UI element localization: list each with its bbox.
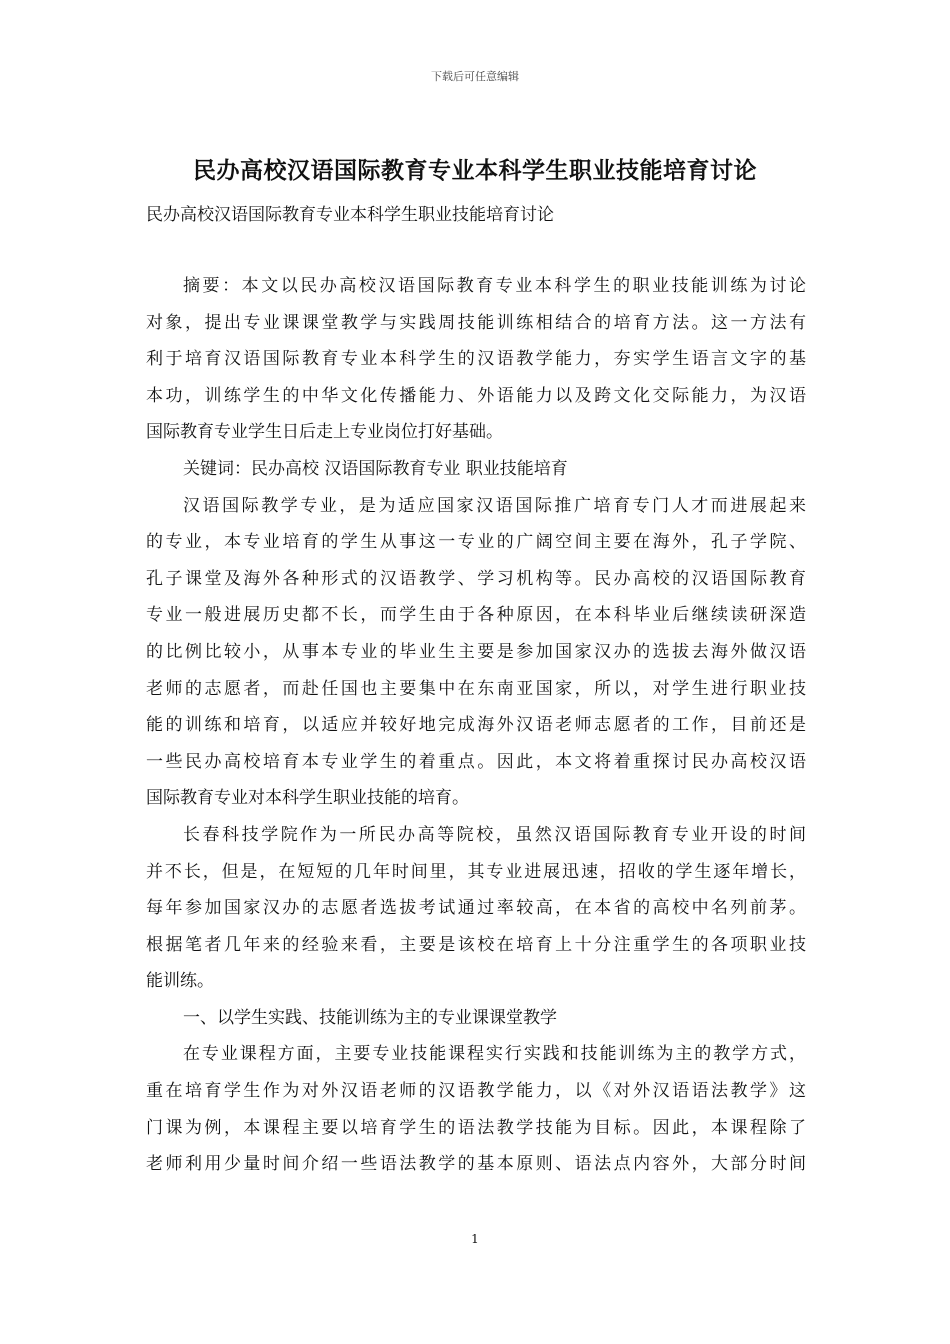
paragraph-line: 门课为例，本课程主要以培育学生的语法教学技能为目标。因此，本课程除了 [146, 1117, 806, 1138]
paragraph-line: 长春科技学院作为一所民办高等院校，虽然汉语国际教育专业开设的时间 [183, 824, 806, 845]
abstract-line: 利于培育汉语国际教育专业本科学生的汉语教学能力，夯实学生语言文字的基 [146, 349, 806, 370]
abstract-line: 对象，提出专业课课堂教学与实践周技能训练相结合的培育方法。这一方法有 [146, 312, 806, 333]
paragraph-line: 根据笔者几年来的经验来看，主要是该校在培育上十分注重学生的各项职业技 [146, 934, 806, 955]
document-title: 民办高校汉语国际教育专业本科学生职业技能培育讨论 [193, 157, 757, 184]
paragraph-line: 每年参加国家汉办的志愿者选拔考试通过率较高，在本省的高校中名列前茅。 [146, 898, 806, 919]
paragraph-line: 并不长，但是，在短短的几年时间里，其专业进展迅速，招收的学生逐年增长， [146, 861, 806, 882]
paragraph-line: 能的训练和培育，以适应并较好地完成海外汉语老师志愿者的工作，目前还是 [146, 715, 806, 736]
paragraph-line: 一些民办高校培育本专业学生的着重点。因此，本文将着重探讨民办高校汉语 [146, 751, 806, 772]
paragraph-line: 国际教育专业对本科学生职业技能的培育。 [146, 788, 469, 809]
document-body [146, 268, 806, 1183]
paragraph-line: 老师的志愿者，而赴任国也主要集中在东南亚国家，所以，对学生进行职业技 [146, 678, 806, 699]
paragraph-line: 在专业课程方面，主要专业技能课程实行实践和技能训练为主的教学方式， [183, 1044, 806, 1065]
abstract-paragraph [146, 268, 806, 451]
paragraph-line: 专业一般进展历史都不长，而学生由于各种原因，在本科毕业后继续读研深造 [146, 605, 806, 626]
header-note: 下载后可任意编辑 [431, 70, 519, 83]
abstract-line: 国际教育专业学生日后走上专业岗位打好基础。 [146, 422, 503, 443]
abstract-line: 摘要：本文以民办高校汉语国际教育专业本科学生的职业技能训练为讨论 [183, 276, 806, 296]
abstract-line: 本功，训练学生的中华文化传播能力、外语能力以及跨文化交际能力，为汉语 [146, 385, 806, 406]
body-paragraph-1 [146, 488, 806, 817]
paragraph-line: 重在培育学生作为对外汉语老师的汉语教学能力，以《对外汉语语法教学》这 [146, 1081, 806, 1102]
paragraph-line: 老师利用少量时间介绍一些语法教学的基本原则、语法点内容外，大部分时间 [146, 1154, 806, 1175]
body-paragraph-3 [146, 1036, 806, 1182]
paragraph-line: 汉语国际教学专业，是为适应国家汉语国际推广培育专门人才而进展起来 [183, 495, 806, 516]
paragraph-line: 的专业，本专业培育的学生从事这一专业的广阔空间主要在海外，孔子学院、 [146, 532, 806, 553]
page-number: 1 [471, 1232, 479, 1246]
body-paragraph-2 [146, 817, 806, 1000]
paragraph-line: 孔子课堂及海外各种形式的汉语教学、学习机构等。民办高校的汉语国际教育 [146, 568, 806, 589]
section-heading: 一、以学生实践、技能训练为主的专业课课堂教学 [183, 1007, 557, 1028]
keywords-line: 关键词：民办高校 汉语国际教育专业 职业技能培育 [183, 458, 568, 479]
paragraph-line: 的比例比较小，从事本专业的毕业生主要是参加国家汉办的选拔去海外做汉语 [146, 641, 806, 662]
paragraph-line: 能训练。 [146, 971, 214, 992]
document-subtitle: 民办高校汉语国际教育专业本科学生职业技能培育讨论 [146, 205, 554, 225]
